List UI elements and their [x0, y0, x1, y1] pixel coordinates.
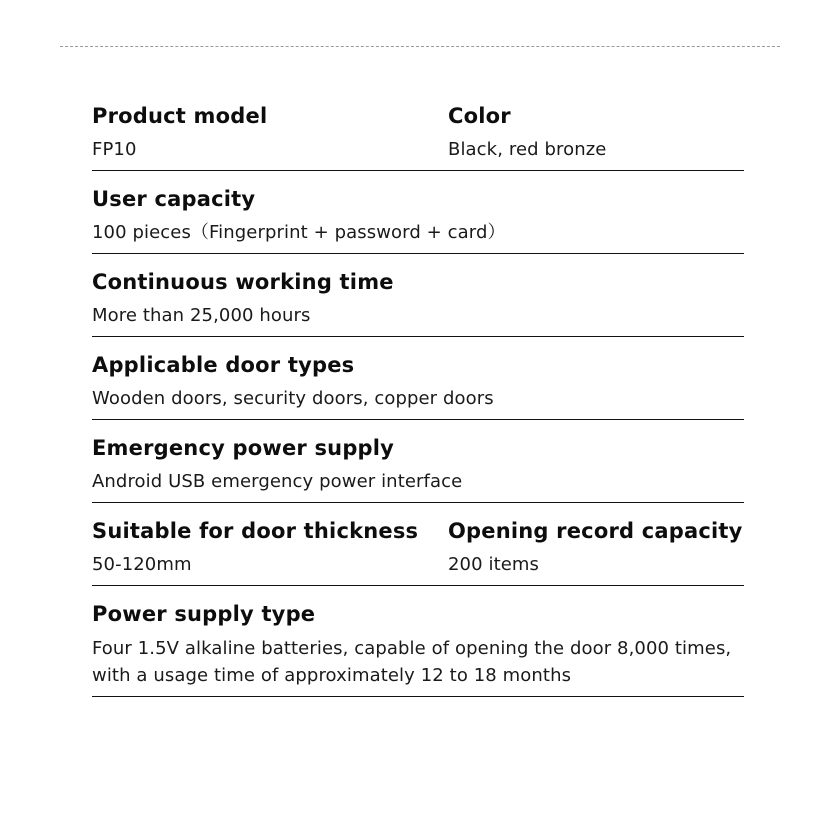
table-row	[92, 337, 744, 420]
spec-label: Suitable for door thickness	[92, 518, 419, 543]
spec-label: Product model	[92, 104, 268, 128]
spec-label: Applicable door types	[92, 352, 355, 377]
spec-value: FP10	[92, 138, 137, 160]
spec-label: Emergency power supply	[92, 435, 395, 460]
table-row	[92, 503, 744, 586]
spec-value: Wooden doors, security doors, copper doors	[92, 387, 494, 409]
spec-value: 100 pieces（Fingerprint + password + card）	[92, 221, 506, 243]
spec-cell-left	[92, 92, 448, 163]
spec-cell-right	[448, 92, 744, 163]
spec-label: User capacity	[92, 186, 256, 211]
spec-value: 50-120mm	[92, 553, 192, 575]
spec-cell-left	[92, 503, 448, 578]
spec-label: Power supply type	[92, 601, 316, 626]
spec-value: Four 1.5V alkaline batteries, capable of opening the door 8,000 times, with a usage time of approximately 12 to 18 months	[92, 637, 732, 686]
top-dashed-divider	[60, 46, 780, 47]
spec-label: Color	[448, 104, 511, 128]
spec-value: 200 items	[448, 553, 540, 575]
spec-value: Black, red bronze	[448, 138, 607, 160]
specification-table	[92, 92, 744, 697]
spec-value: Android USB emergency power interface	[92, 470, 463, 492]
spec-label: Opening record capacity	[448, 518, 743, 543]
table-row	[92, 92, 744, 171]
spec-value: More than 25,000 hours	[92, 304, 311, 326]
table-row	[92, 171, 744, 254]
table-row	[92, 586, 744, 697]
table-row	[92, 420, 744, 503]
spec-label: Continuous working time	[92, 269, 394, 294]
table-row	[92, 254, 744, 337]
spec-cell-right	[448, 503, 744, 578]
